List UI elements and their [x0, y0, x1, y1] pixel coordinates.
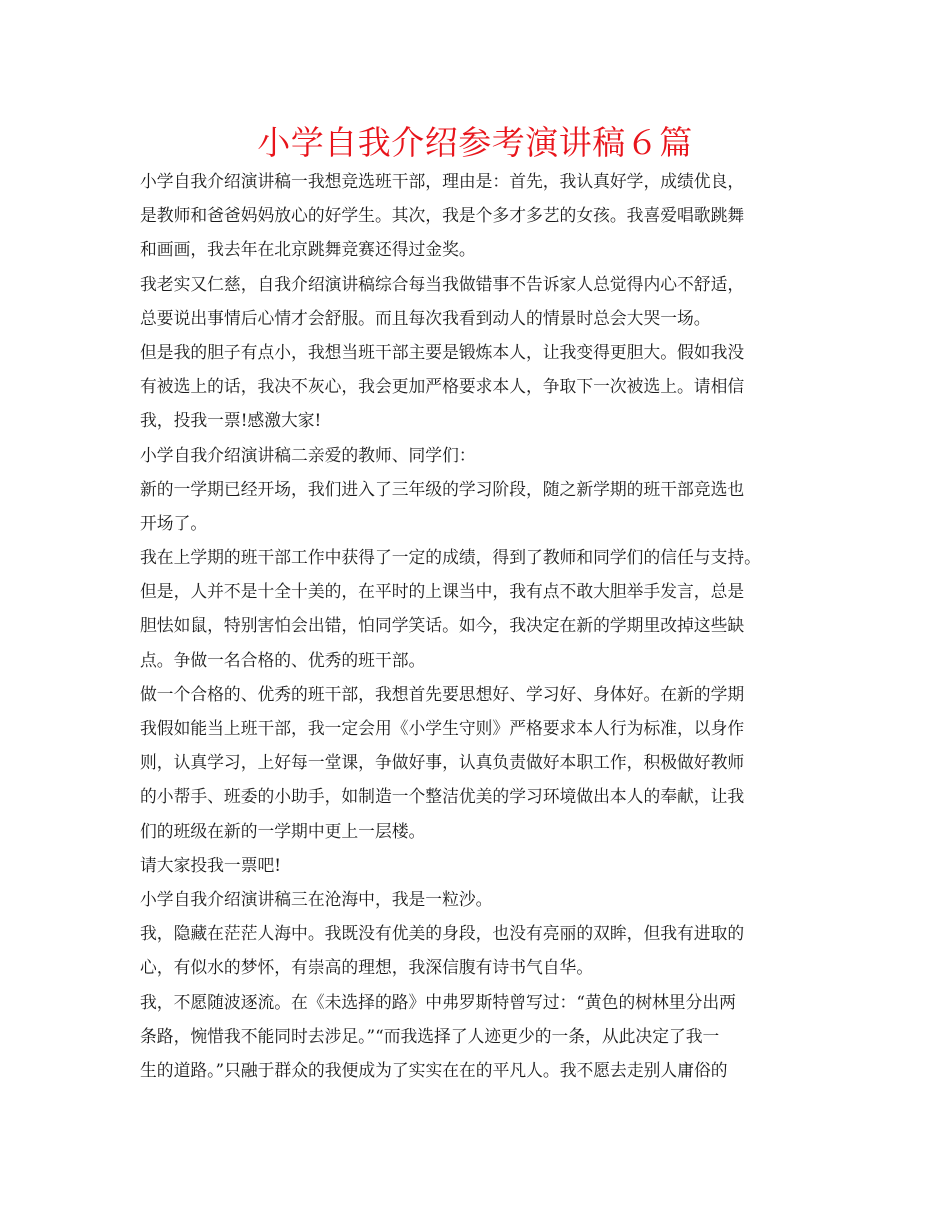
body-text-line: 我，不愿随波逐流。在《未选择的路》中弗罗斯特曾写过：“黄色的树林里分出两 [140, 991, 736, 1012]
body-text-line: 我在上学期的班干部工作中获得了一定的成绩，得到了教师和同学们的信任与支持。 [140, 547, 761, 568]
body-text-line: 但是我的胆子有点小，我想当班干部主要是锻炼本人，让我变得更胆大。假如我没 [140, 341, 745, 362]
body-text-line: 小学自我介绍演讲稿三在沧海中，我是一粒沙。 [140, 888, 493, 909]
body-text-line: 做一个合格的、优秀的班干部，我想首先要思想好、学习好、身体好。在新的学期 [140, 683, 745, 704]
body-text-line: 是教师和爸爸妈妈放心的好学生。其次，我是个多才多艺的女孩。我喜爱唱歌跳舞 [140, 205, 745, 226]
body-text-line: 我假如能当上班干部，我一定会用《小学生守则》严格要求本人行为标准，以身作 [140, 718, 745, 738]
document-body [140, 164, 830, 1087]
body-text-line: 的小帮手、班委的小助手，如制造一个整洁优美的学习环境做出本人的奉献，让我 [140, 786, 745, 807]
body-text-line: 我，投我一票!感激大家! [140, 410, 322, 431]
body-text-line: 总要说出事情后心情才会舒服。而且每次我看到动人的情景时总会大哭一场。 [140, 307, 711, 328]
body-text-line: 条路，惋惜我不能同时去涉足。”“而我选择了人迹更少的一条，从此决定了我一 [140, 1025, 720, 1046]
body-text-line: 和画画，我去年在北京跳舞竞赛还得过金奖。 [140, 239, 476, 260]
body-text-line: 生的道路。”只融于群众的我便成为了实实在在的平凡人。我不愿去走别人庸俗的 [140, 1059, 728, 1080]
body-text-line: 小学自我介绍演讲稿一我想竞选班干部，理由是：首先，我认真好学，成绩优良， [140, 171, 745, 191]
body-text-line: 但是，人并不是十全十美的，在平时的上课当中，我有点不敢大胆举手发言，总是 [140, 581, 745, 602]
body-text-line: 新的一学期已经开场，我们进入了三年级的学习阶段，随之新学期的班干部竞选也 [140, 478, 745, 499]
body-text-line: 小学自我介绍演讲稿二亲爱的教师、同学们： [140, 444, 476, 465]
document-title: 小学自我介绍参考演讲稿６篇 [257, 123, 693, 162]
body-text-line: 请大家投我一票吧! [140, 854, 281, 875]
body-text-line: 开场了。 [140, 512, 208, 533]
body-text-line: 我老实又仁慈，自我介绍演讲稿综合每当我做错事不告诉家人总觉得内心不舒适， [140, 273, 745, 294]
body-text-line: 心，有似水的梦怀，有崇高的理想，我深信腹有诗书气自华。 [140, 957, 594, 978]
body-text-line: 有被选上的话，我决不灰心，我会更加严格要求本人，争取下一次被选上。请相信 [140, 376, 745, 397]
body-text-line: 我，隐藏在茫茫人海中。我既没有优美的身段，也没有亮丽的双眸，但我有进取的 [140, 923, 745, 944]
body-text-line: 们的班级在新的一学期中更上一层楼。 [140, 820, 426, 841]
body-text-line: 点。争做一名合格的、优秀的班干部。 [140, 649, 426, 670]
body-text-line: 则，认真学习，上好每一堂课，争做好事，认真负责做好本职工作，积极做好教师 [140, 752, 745, 773]
body-text-line: 胆怯如鼠，特别害怕会出错，怕同学笑话。如今，我决定在新的学期里改掉这些缺 [140, 615, 745, 636]
